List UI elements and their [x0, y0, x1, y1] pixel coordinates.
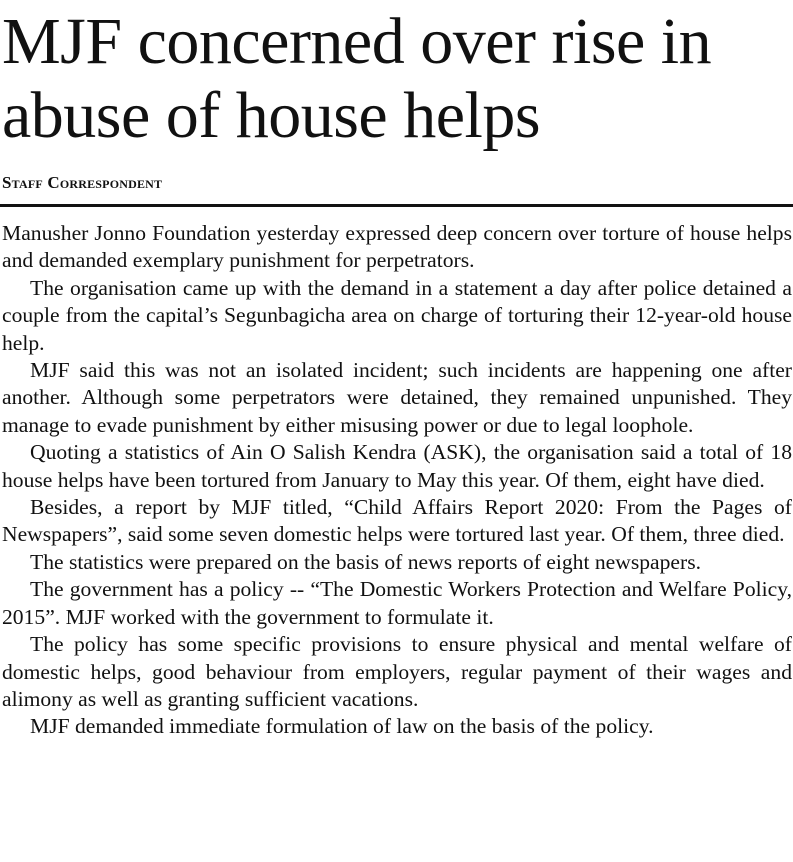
article-paragraph: MJF said this was not an isolated incident; such incidents are happening one after another. Although some perpetrators were detained, they remained unpunished. They manage to evade punishment by either misusing power or due to legal loophole.: [2, 358, 792, 437]
article-body: [2, 220, 792, 741]
article-paragraph: The policy has some specific provisions to ensure physical and mental welfare of domestic helps, good behaviour from employers, regular payment of their wages and alimony as well as granting sufficient vacations.: [2, 632, 792, 711]
article-byline: Staff Correspondent: [2, 173, 163, 192]
article-paragraph: The government has a policy -- “The Domestic Workers Protection and Welfare Policy, 2015”. MJF worked with the government to formulate it.: [2, 577, 792, 629]
article-paragraph: Manusher Jonno Foundation yesterday expressed deep concern over torture of house helps and demanded exemplary punishment for perpetrators.: [2, 221, 792, 273]
article-paragraph: The statistics were prepared on the basis of news reports of eight newspapers.: [30, 549, 701, 574]
article-paragraph: Besides, a report by MJF titled, “Child Affairs Report 2020: From the Pages of Newspapers”, said some seven domestic helps were tortured last year. Of them, three died.: [2, 495, 792, 547]
headline-divider: [0, 204, 793, 207]
article-paragraph: MJF demanded immediate formulation of law on the basis of the policy.: [30, 714, 654, 739]
article-headline: MJF concerned over rise in abuse of house helps: [2, 5, 712, 152]
article-paragraph: Quoting a statistics of Ain O Salish Kendra (ASK), the organisation said a total of 18 house helps have been tortured from January to May this year. Of them, eight have died.: [2, 440, 792, 492]
article-paragraph: The organisation came up with the demand in a statement a day after police detained a couple from the capital’s Segunbagicha area on charge of torturing their 12-year-old house help.: [2, 275, 792, 355]
